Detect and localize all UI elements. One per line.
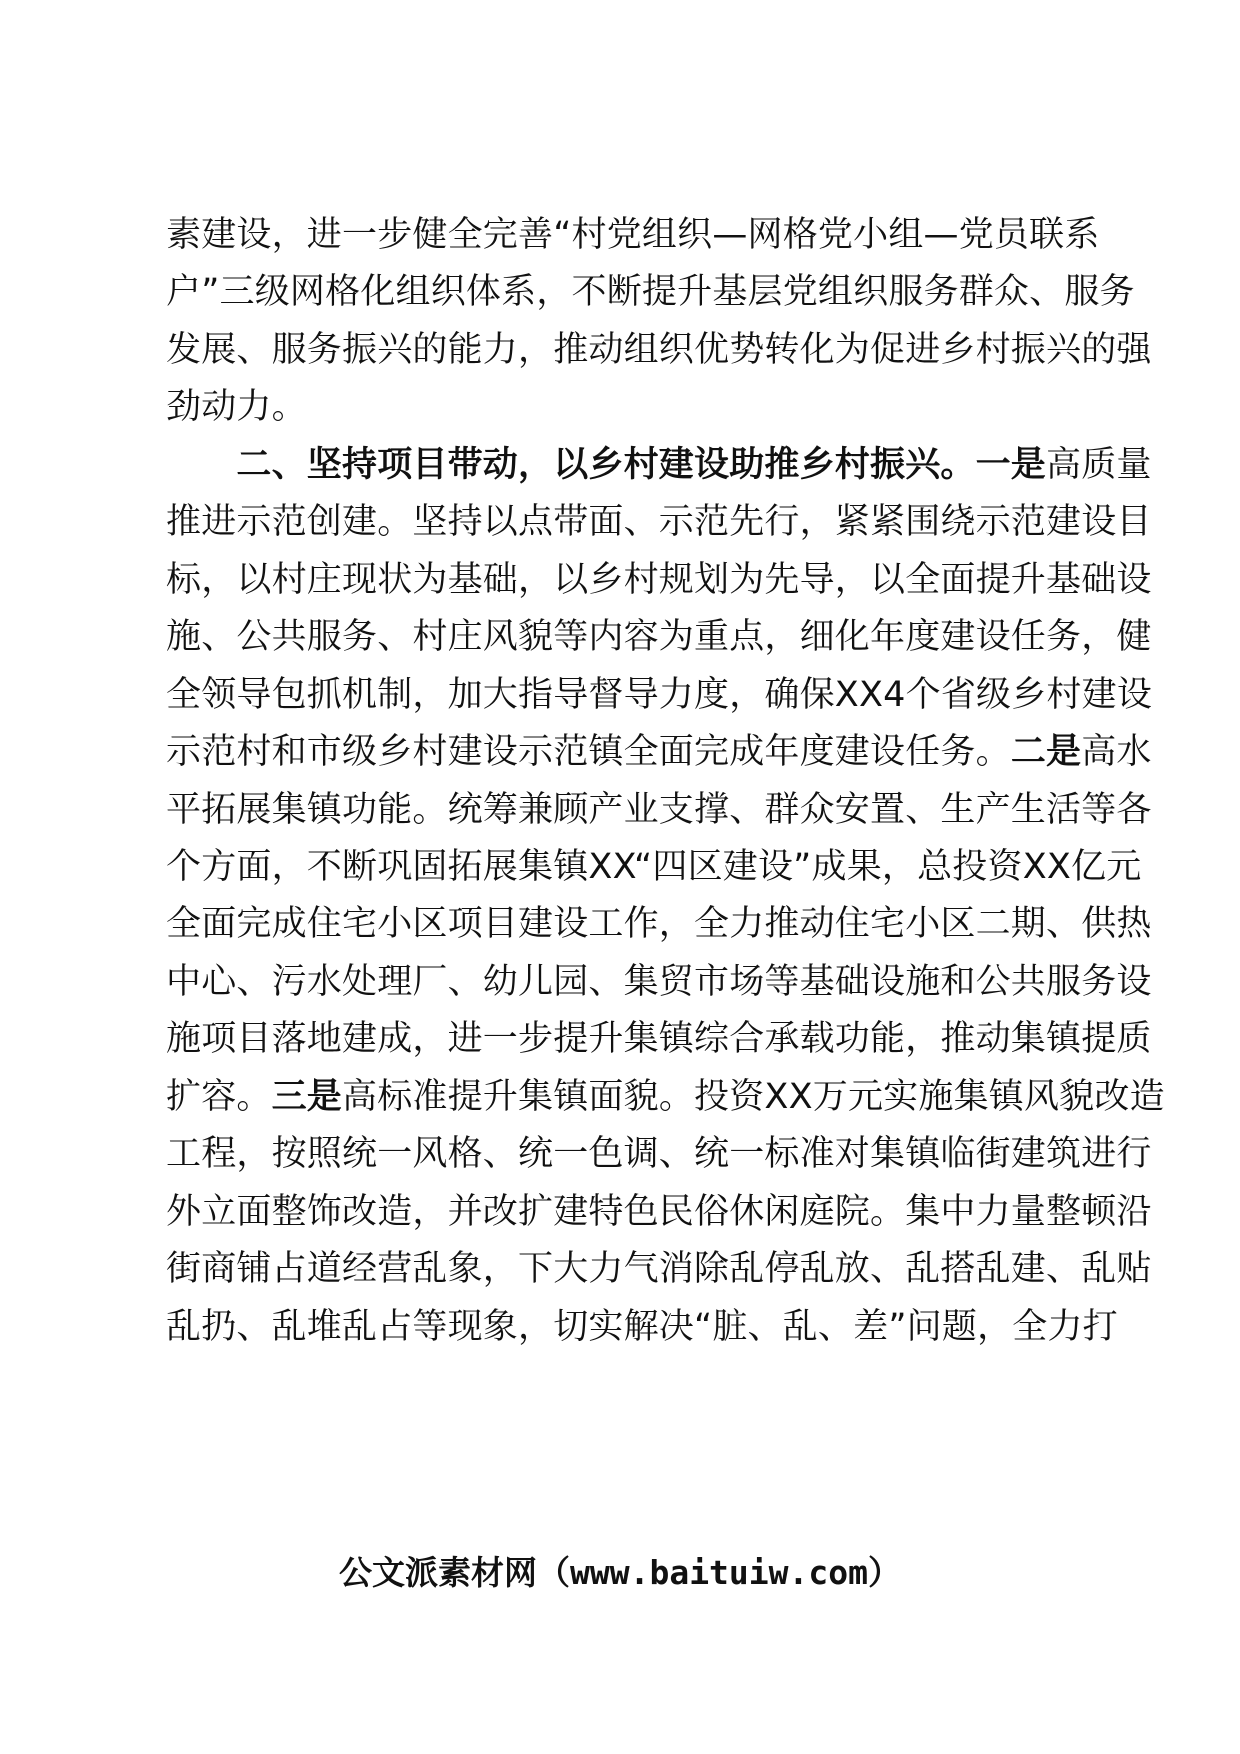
text-line	[166, 205, 1106, 265]
text-run: 扩容。	[166, 1076, 272, 1117]
text-line	[166, 1182, 1152, 1242]
text-run: 个方面，不断巩固拓展集镇XX“四区建设”成果，总投资XX亿元	[166, 846, 1142, 887]
text-line	[166, 435, 1152, 495]
text-run: 推进示范创建。坚持以点带面、示范先行，紧紧围绕示范建设目	[166, 502, 1152, 543]
text-run: 素建设，进一步健全完善“村党组织—网格党小组—党员联系	[166, 215, 1100, 255]
bold-text-run: 二、坚持项目带动，以乡村建设助推乡村振兴。一是	[166, 444, 1047, 485]
footer-url: （www.baituiw.com）	[536, 1553, 901, 1592]
text-run: 平拓展集镇功能。统筹兼顾产业支撑、群众安置、生产生活等各	[166, 789, 1152, 830]
text-run: 施项目落地建成，进一步提升集镇综合承载功能，推动集镇提质	[166, 1019, 1152, 1060]
bold-text-run: 三是	[271, 1076, 343, 1117]
text-line	[166, 837, 1142, 897]
bold-text-run: 二是	[1010, 732, 1082, 773]
text-run: 街商铺占道经营乱象，下大力气消除乱停乱放、乱搭乱建、乱贴	[166, 1249, 1152, 1290]
text-run: 劲动力。	[166, 387, 307, 428]
footer-watermark	[0, 1548, 1240, 1598]
text-line	[166, 607, 1152, 667]
text-line	[166, 780, 1152, 840]
text-run: 外立面整饰改造，并改扩建特色民俗休闲庭院。集中力量整顿沿	[166, 1191, 1152, 1232]
text-run: 全领导包抓机制，加大指导督导力度，确保XX4个省级乡村建设	[166, 674, 1153, 715]
text-line	[166, 320, 1152, 380]
text-line	[166, 952, 1152, 1012]
text-run: 中心、污水处理厂、幼儿园、集贸市场等基础设施和公共服务设	[166, 961, 1152, 1002]
text-line	[166, 1067, 1165, 1127]
text-run: 高质量	[1046, 444, 1152, 485]
text-line	[166, 1297, 1118, 1357]
text-line	[166, 665, 1153, 725]
text-line	[166, 550, 1152, 610]
text-run: 标，以村庄现状为基础，以乡村规划为先导，以全面提升基础设	[166, 559, 1152, 600]
text-line	[166, 722, 1152, 782]
text-run: 示范村和市级乡村建设示范镇全面完成年度建设任务。	[166, 732, 1011, 773]
text-run: 工程，按照统一风格、统一色调、统一标准对集镇临街建筑进行	[166, 1134, 1152, 1175]
text-line	[166, 377, 1106, 437]
text-line	[166, 492, 1152, 552]
text-line	[166, 1239, 1152, 1299]
text-run: 施、公共服务、村庄风貌等内容为重点，细化年度建设任务，健	[166, 617, 1152, 658]
text-line	[166, 262, 1135, 322]
text-run: 乱扔、乱堆乱占等现象，切实解决“脏、乱、差”问题，全力打	[166, 1306, 1118, 1347]
text-run: 高水	[1081, 732, 1152, 773]
text-line	[166, 1124, 1152, 1184]
text-run: 全面完成住宅小区项目建设工作，全力推动住宅小区二期、供热	[166, 904, 1152, 945]
text-run: 高标准提升集镇面貌。投资XX万元实施集镇风貌改造	[342, 1076, 1165, 1117]
text-run: 发展、服务振兴的能力，推动组织优势转化为促进乡村振兴的强	[166, 329, 1152, 370]
footer-site-name: 公文派素材网	[338, 1553, 537, 1592]
text-line	[166, 1009, 1152, 1069]
text-line	[166, 894, 1152, 954]
text-run: 户”三级网格化组织体系，不断提升基层党组织服务群众、服务	[166, 272, 1135, 313]
